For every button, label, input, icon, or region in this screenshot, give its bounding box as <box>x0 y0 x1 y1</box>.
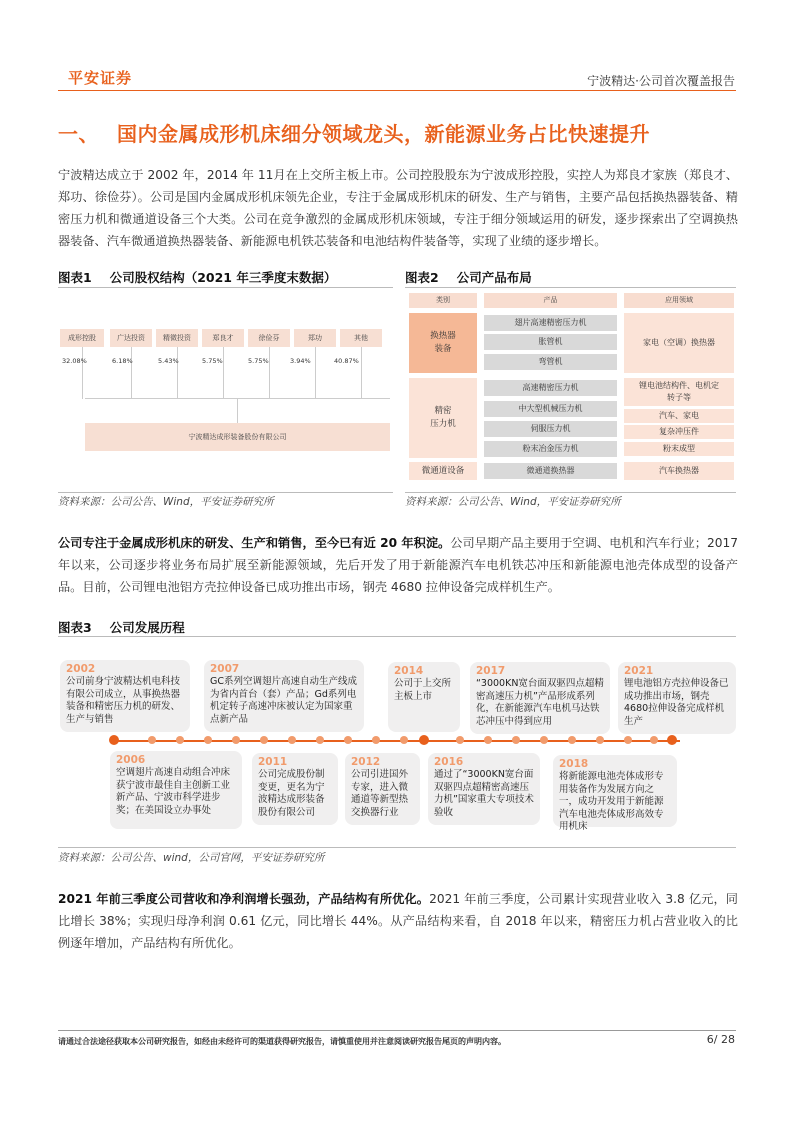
figure1-label: 图表1 <box>58 270 92 285</box>
column-header: 应用领域 <box>624 293 734 308</box>
application-item: 家电（空调）换热器 <box>624 313 734 373</box>
timeline-year: 2002 <box>66 663 96 675</box>
stake-percent: 32.08% <box>62 357 87 365</box>
figure1-source: 资料来源：公司公告、Wind，平安证券研究所 <box>58 496 274 508</box>
figure1-bottom-rule <box>58 492 393 493</box>
timeline-event <box>470 662 610 734</box>
timeline-marker <box>419 735 429 745</box>
connector-line <box>131 347 132 399</box>
paragraph-business-body: 公司早期产品主要用于空调、电机和汽车行业；2017 年以来，公司逐步将业务布局扩展至新能源领域，先后开发了用于新能源汽车电机铁芯冲压和新能源电池壳体成型的设备产品。目前，公司锂电池铝方壳拉伸设备已成功推出市场，钢壳 4680 拉伸设备完成样机生产。 <box>58 536 738 594</box>
timeline-marker <box>667 735 677 745</box>
shareholder-box: 精微投资 <box>156 329 198 347</box>
paragraph-financials-body: 2021 年前三季度，公司累计实现营业收入 3.8 亿元，同比增长 38%；实现归母净利润 0.61 亿元，同比增长 44%。从产品结构来看，自 2018 年以来，精密压力机占营业收入的比例逐年增加，产品结构有所优化。 <box>58 892 738 950</box>
timeline-text: “3000KN宽台面双驱四点超精密高速压力机”产品形成系列化，在新能源汽车电机马达铁芯冲压中得到应用 <box>476 678 604 727</box>
paragraph-business-lead: 公司专注于金属成形机床的研发、生产和销售，至今已有近 20 年积淀。 <box>58 536 451 550</box>
figure1-caption: 公司股权结构（2021 年三季度末数据） <box>109 270 337 285</box>
timeline-marker <box>148 736 156 744</box>
timeline-marker <box>344 736 352 744</box>
product-item: 翅片高速精密压力机 <box>484 315 617 331</box>
connector-line <box>315 347 316 399</box>
timeline-event <box>60 660 190 732</box>
timeline-year: 2014 <box>394 665 424 677</box>
timeline-event <box>553 755 677 832</box>
timeline-text: 公司于上交所主板上市 <box>394 678 452 702</box>
category-microchannel: 微通道设备 <box>409 462 477 480</box>
timeline-year: 2021 <box>624 665 654 677</box>
timeline-marker <box>456 736 464 744</box>
stake-percent: 5.43% <box>158 357 179 365</box>
shareholder-box: 郑良才 <box>202 329 244 347</box>
timeline-event <box>252 753 338 825</box>
timeline-marker <box>400 736 408 744</box>
figure2-caption: 公司产品布局 <box>456 270 532 285</box>
figure1-title <box>58 268 336 286</box>
connector-line <box>269 347 270 399</box>
brand-logo: 平安证券 <box>68 69 133 87</box>
timeline-marker <box>109 735 119 745</box>
timeline-event <box>618 662 736 734</box>
page-number: 6/ 28 <box>706 1033 735 1046</box>
product-item: 微通道换热器 <box>484 463 617 479</box>
stake-percent: 3.94% <box>290 357 311 365</box>
figure3-source: 资料来源：公司公告、wind，公司官网，平安证券研究所 <box>58 852 325 864</box>
timeline-axis <box>112 740 680 742</box>
paragraph-financials-lead: 2021 年前三季度公司营收和净利润增长强劲，产品结构有所优化。 <box>58 892 430 906</box>
stake-percent: 5.75% <box>248 357 269 365</box>
timeline-text: 公司前身宁波精达机电科技有限公司成立，从事换热器装备和精密压力机的研发、生产与销售 <box>66 676 181 725</box>
figure2-bottom-rule <box>405 492 736 493</box>
product-item: 弯管机 <box>484 354 617 370</box>
timeline-event <box>428 753 540 825</box>
timeline-marker <box>176 736 184 744</box>
shareholder-box: 成形控股 <box>60 329 104 347</box>
timeline-marker <box>596 736 604 744</box>
product-item: 高速精密压力机 <box>484 380 617 396</box>
timeline-marker <box>260 736 268 744</box>
timeline-marker <box>540 736 548 744</box>
timeline-text: 通过了“3000KN宽台面双驱四点超精密高速压力机”国家重大专项技术验收 <box>434 769 534 818</box>
timeline-marker <box>204 736 212 744</box>
stake-percent: 6.18% <box>112 357 133 365</box>
product-item: 伺服压力机 <box>484 421 617 437</box>
figure1-top-rule <box>58 287 393 288</box>
figure2-top-rule <box>405 287 736 288</box>
column-header: 产品 <box>484 293 617 308</box>
section-number: 一、 <box>58 122 99 146</box>
timeline-year: 2017 <box>476 665 506 677</box>
timeline-marker <box>372 736 380 744</box>
timeline-event <box>345 753 420 825</box>
connector-line <box>82 347 83 399</box>
timeline-marker <box>568 736 576 744</box>
timeline-text: 公司完成股份制变更，更名为宁波精达成形装备股份有限公司 <box>258 769 325 818</box>
application-item: 锂电池结构件、电机定转子等 <box>624 378 734 406</box>
header-divider <box>58 90 736 91</box>
document-title: 宁波精达·公司首次覆盖报告 <box>587 74 735 88</box>
shareholder-box: 徐俭芬 <box>248 329 290 347</box>
footer-divider <box>58 1030 736 1031</box>
timeline-text: 将新能源电池壳体成形专用装备作为发展方向之一，成功开发用于新能源汽车电池壳体成形高效专用机床 <box>559 771 664 832</box>
shareholder-box: 郑功 <box>294 329 336 347</box>
timeline-event <box>110 751 242 829</box>
connector-line <box>237 399 238 423</box>
column-header: 类别 <box>409 293 477 308</box>
footer-disclaimer: 请通过合法途径获取本公司研究报告，如经由未经许可的渠道获得研究报告，请慎重使用并注意阅读研究报告尾页的声明内容。 <box>58 1037 506 1046</box>
timeline-text: 锂电池铝方壳拉伸设备已成功推出市场，钢壳4680拉伸设备完成样机生产 <box>624 678 729 727</box>
stake-percent: 40.87% <box>334 357 359 365</box>
connector-line <box>361 347 362 399</box>
timeline-year: 2006 <box>116 754 146 766</box>
timeline-marker <box>650 736 658 744</box>
shareholder-box: 其他 <box>340 329 382 347</box>
category-precision-press: 精密 压力机 <box>409 378 477 458</box>
timeline-marker <box>288 736 296 744</box>
timeline-marker <box>512 736 520 744</box>
application-item: 复杂冲压件 <box>624 425 734 439</box>
timeline-year: 2016 <box>434 756 464 768</box>
section-heading: 国内金属成形机床细分领域龙头，新能源业务占比快速提升 <box>117 122 650 146</box>
figure3-top-rule <box>58 636 736 637</box>
connector-line <box>177 347 178 399</box>
timeline-year: 2011 <box>258 756 288 768</box>
figure2-title <box>405 268 532 286</box>
product-item: 胀管机 <box>484 334 617 350</box>
application-item: 汽车、家电 <box>624 409 734 423</box>
timeline-text: 空调翅片高速自动组合冲床获宁波市最佳自主创新工业新产品、宁波市科学进步奖；在美国设立办事处 <box>116 767 231 816</box>
stake-percent: 5.75% <box>202 357 223 365</box>
timeline-marker <box>316 736 324 744</box>
timeline-marker <box>232 736 240 744</box>
company-box: 宁波精达成形装备股份有限公司 <box>85 423 390 451</box>
figure3-label: 图表3 <box>58 620 92 635</box>
timeline-text: 公司引进国外专家，进入微通道等新型热交换器行业 <box>351 769 409 818</box>
paragraph-financials <box>58 888 738 954</box>
figure2-source: 资料来源：公司公告、Wind，平安证券研究所 <box>405 496 621 508</box>
figure3-bottom-rule <box>58 847 736 848</box>
timeline-event <box>204 660 364 732</box>
product-item: 中大型机械压力机 <box>484 401 617 417</box>
timeline-text: GC系列空调翅片高速自动生产线成为省内首台（套）产品；Gd系列电机定转子高速冲床被认定为国家重点新产品 <box>210 676 357 725</box>
timeline-year: 2007 <box>210 663 240 675</box>
timeline-year: 2012 <box>351 756 381 768</box>
figure3-caption: 公司发展历程 <box>109 620 185 635</box>
figure3-title <box>58 618 185 636</box>
intro-paragraph: 宁波精达成立于 2002 年，2014 年 11月在上交所主板上市。公司控股股东为宁波成形控股，实控人为郑良才家族（郑良才、郑功、徐俭芬）。公司是国内金属成形机床领先企业，专注于金属成形机床的研发、生产与销售，主要产品包括换热器装备、精密压力机和微通道设备三个大类。公司在竞争激烈的金属成形机床领域，专注于细分领域运用的研发，逐步探索出了空调换热器装备、汽车微通道换热器装备、新能源电机铁芯装备和电池结构件装备等，实现了业绩的逐步增长。 <box>58 168 738 248</box>
ownership-chart <box>58 290 393 490</box>
shareholder-box: 广达投资 <box>110 329 152 347</box>
product-item: 粉末冶金压力机 <box>484 441 617 457</box>
timeline-marker <box>484 736 492 744</box>
section-title <box>58 118 650 147</box>
application-item: 粉末成型 <box>624 442 734 456</box>
connector-line <box>223 347 224 399</box>
timeline-event <box>388 662 460 732</box>
category-heat-exchanger: 换热器 装备 <box>409 313 477 373</box>
paragraph-business <box>58 532 738 598</box>
application-item: 汽车换热器 <box>624 462 734 480</box>
timeline-marker <box>624 736 632 744</box>
figure2-label: 图表2 <box>405 270 439 285</box>
timeline-year: 2018 <box>559 758 589 770</box>
